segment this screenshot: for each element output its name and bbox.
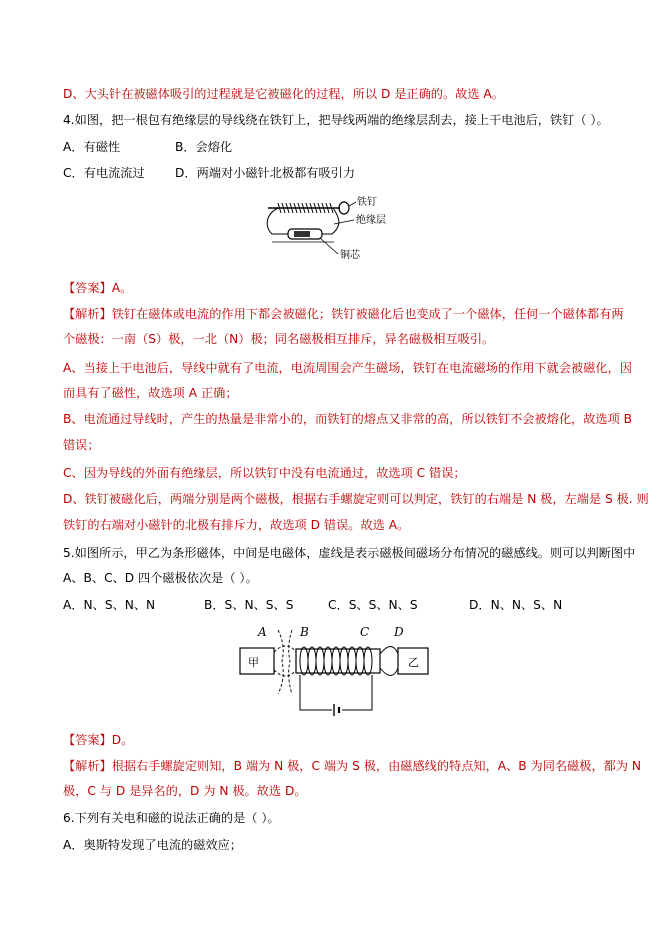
q4-analysis-line-4: 而具有了磁性，故选项 A 正确； xyxy=(63,386,238,400)
q5-option-b: B．S、N、S、S xyxy=(204,598,294,612)
q4-analysis-line-9: 铁钉的右端对小磁针的北极有排斥力，故选项 D 错误。故选 A。 xyxy=(63,518,410,532)
magnet-label-jia: 甲 xyxy=(248,656,259,669)
q5-option-a: A．N、S、N、N xyxy=(63,598,156,612)
pole-label-c: C xyxy=(360,625,370,639)
magnet-label-yi: 乙 xyxy=(408,656,419,669)
q5-option-d: D．N、N、S、N xyxy=(469,598,563,612)
q4-option-c: C．有电流流过 xyxy=(63,166,145,180)
q4-analysis-line-8: D、铁钉被磁化后，两端分别是两个磁极，根据右手螺旋定则可以判定，铁钉的右端是 N 极，左端是 S 极. 则 xyxy=(63,492,649,506)
q4-analysis-line-6: 错误； xyxy=(63,438,100,452)
pole-label-d: D xyxy=(394,625,404,639)
q5-stem-line-2: A、B、C、D 四个磁极依次是（ ）。 xyxy=(63,571,258,585)
pole-label-a: A xyxy=(258,625,267,639)
q4-analysis-line-2: 个磁极：一南（S）极，一北（N）极；同名磁极相互排斥，异名磁极相互吸引。 xyxy=(63,332,495,346)
q4-option-d: D．两端对小磁针北极都有吸引力 xyxy=(175,166,356,180)
q4-stem: 4.如图，把一根包有绝缘层的导线绕在铁钉上，把导线两端的绝缘层刮去，接上干电池后，铁钉（ ）。 xyxy=(63,113,609,127)
q6-option-a: A．奥斯特发现了电流的磁效应； xyxy=(63,838,242,852)
q4-analysis-line-1: 【解析】铁钉在磁体或电流的作用下都会被磁化；铁钉被磁化后也变成了一个磁体，任何一个磁体都有两 xyxy=(63,307,624,321)
q4-analysis-line-3: A、当接上干电池后，导线中就有了电流，电流周围会产生磁场，铁钉在电流磁场的作用下就会被磁化，因 xyxy=(63,361,632,375)
q4-option-a: A．有磁性 xyxy=(63,140,121,154)
q5-analysis-line-1: 【解析】根据右手螺旋定则知，B 端为 N 极，C 端为 S 极，由磁感线的特点知，A、B 为同名磁极，都为 N xyxy=(63,759,642,773)
q6-stem: 6.下列有关电和磁的说法正确的是（ ）。 xyxy=(63,811,280,825)
q4-analysis-line-7: C、因为导线的外面有绝缘层，所以铁钉中没有电流通过，故选项 C 错误； xyxy=(63,466,466,480)
q5-stem-line-1: 5.如图所示，甲乙为条形磁体，中间是电磁体，虚线是表示磁极间磁场分布情况的磁感线。则可以判断图中 xyxy=(63,546,636,560)
q5-analysis-line-2: 极，C 与 D 是异名的，D 为 N 极。故选 D。 xyxy=(63,784,307,798)
q4-analysis-line-5: B、电流通过导线时，产生的热量是非常小的，而铁钉的熔点又非常的高，所以铁钉不会被熔化，故选项 B xyxy=(63,412,633,426)
q5-figure-magnets xyxy=(238,622,430,718)
label-nail: 铁钉 xyxy=(357,197,377,208)
q5-option-c: C．S、S、N、S xyxy=(328,598,418,612)
q5-answer: 【答案】D。 xyxy=(63,733,134,747)
q4-figure-nail-coil xyxy=(258,192,408,264)
q4-option-b: B．会熔化 xyxy=(175,140,233,154)
q4-answer: 【答案】A。 xyxy=(63,281,133,295)
label-copper-core: 铜芯 xyxy=(340,250,360,261)
label-insulation: 绝缘层 xyxy=(356,215,386,226)
q3-option-d-explanation: D、大头针在被磁体吸引的过程就是它被磁化的过程，所以 D 是正确的。故选 A。 xyxy=(63,87,504,101)
pole-label-b: B xyxy=(300,625,309,639)
